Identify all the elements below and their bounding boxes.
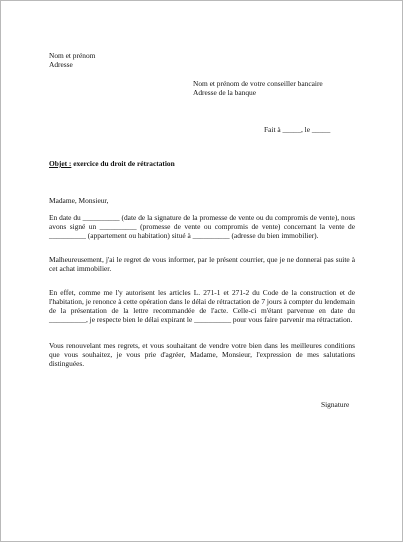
paragraph-closing: Vous renouvelant mes regrets, et vous souhaitant de vendre votre bien dans les meilleures conditions que vous souhaitez, je vous prie d'agréer, Madame, Monsieur, l'expression de mes salutations distinguées. [49,341,355,368]
sender-address: Adresse [49,60,73,69]
recipient-block [193,79,323,97]
sender-block [49,51,95,69]
subject-line [49,159,175,168]
paragraph-legal-basis: En effet, comme me l'y autorisent les articles L. 271-1 et 271-2 du Code de la construction et de l'habitation, je renonce à cette opération dans le délai de rétractation de 7 jours à compter du lendemain de la présentation de la lettre recommandée de l'acte. Celle-ci m'étant parvenue en date du __________, je respecte bien le délai expirant le __________ pour vous faire parvenir ma rétractation. [49,288,355,324]
subject-label: Objet : [49,159,72,168]
recipient-address: Adresse de la banque [193,88,257,97]
signature: Signature [321,400,350,409]
salutation: Madame, Monsieur, [49,196,109,205]
paragraph-withdrawal-notice: Malheureusement, j'ai le regret de vous informer, par le présent courrier, que je ne donnerai pas suite à cet achat immobilier. [49,255,355,273]
sender-name: Nom et prénom [49,51,96,60]
recipient-name: Nom et prénom de votre conseiller bancaire [193,79,323,88]
subject-text: exercice du droit de rétractation [71,159,175,168]
paragraph-purchase-details: En date du __________ (date de la signature de la promesse de vente ou du compromis de vente), nous avons signé un __________ (promesse de vente ou compromis de vente) concernant la vente de __________ (appartement ou habitation) situé à __________ (adresse du bien immobilier). [49,213,355,240]
place-date-line: Fait à _____, le _____ [264,125,331,134]
